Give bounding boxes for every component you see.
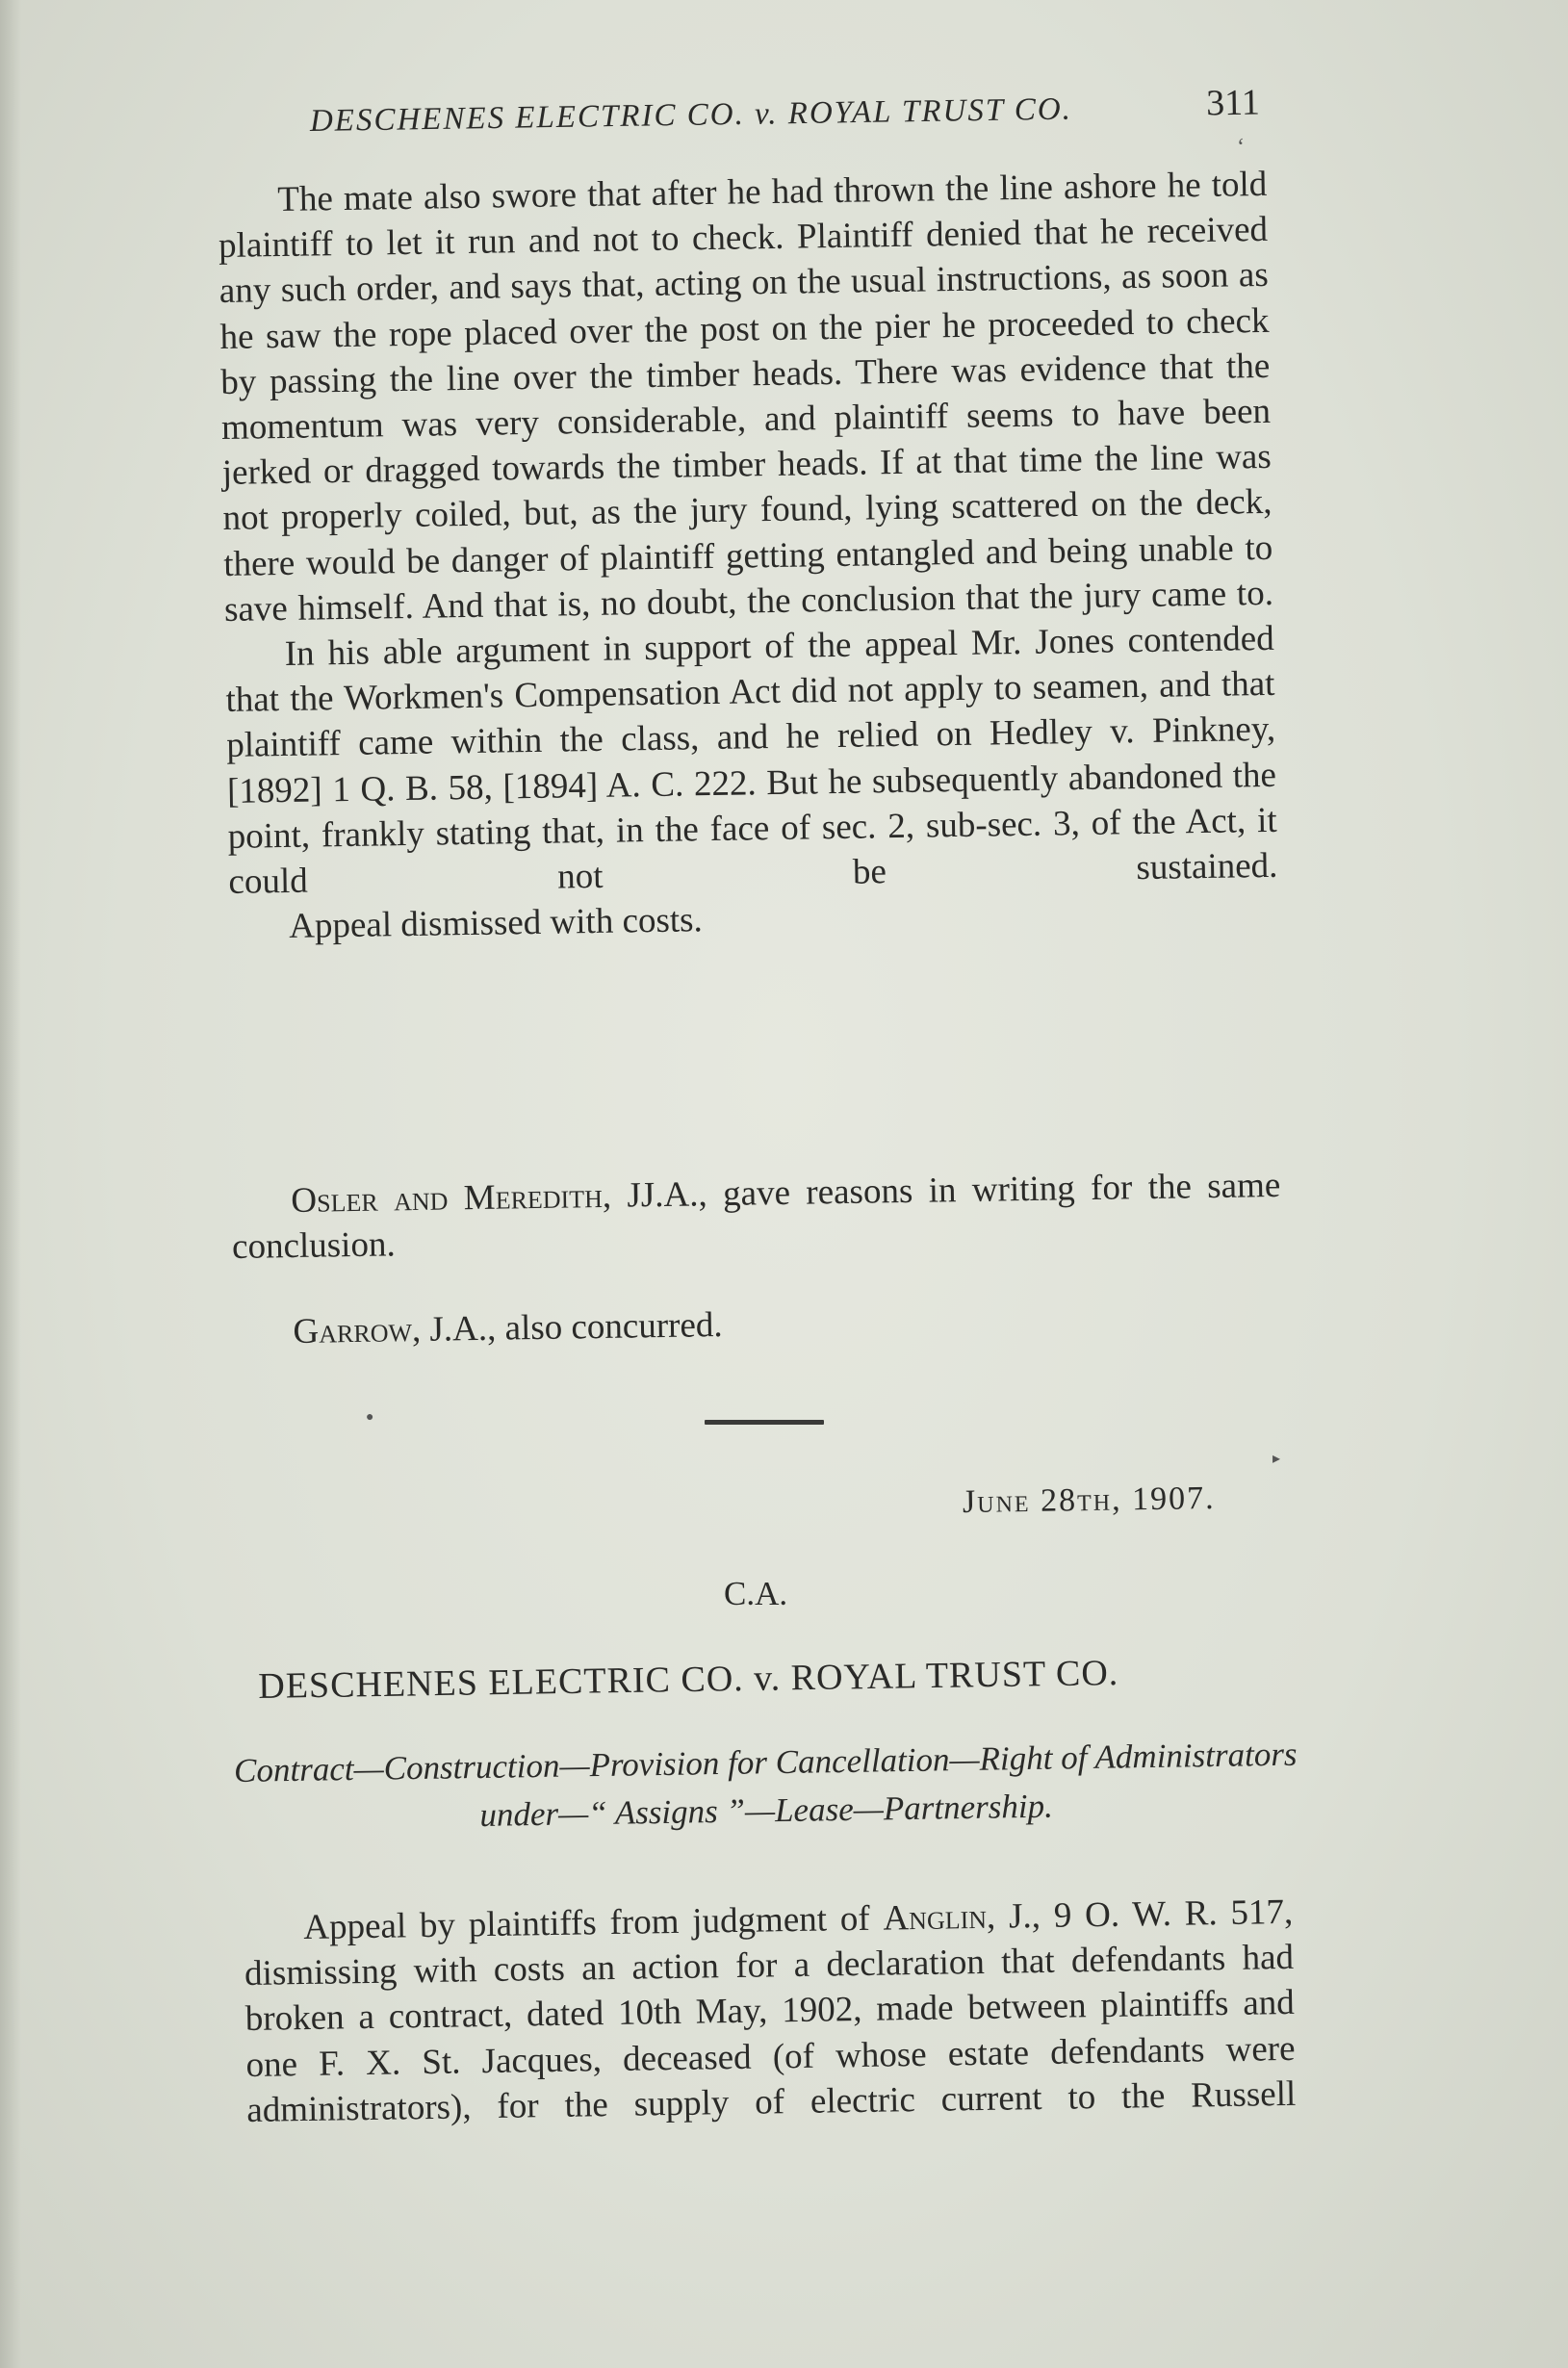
paragraph-osler-meredith	[231, 1163, 1281, 1271]
running-head-title: DESCHENES ELECTRIC CO. v. ROYAL TRUST CO.	[309, 91, 1073, 139]
paragraph-mate-testimony: The mate also swore that after he had thrown the line ashore he told plaintiff to let it run and not to check. Plaintiff denied that he received any such order, and says that, acting on the usual instructions, as soon as he saw the rope placed over the post on the pier he proceeded to check by passing the line over the timber heads. There was evidence that the momentum was very considerable, and plaintiff seems to have been jerked or dragged towards the timber heads. If at that time the line was not properly coiled, but, as the jury found, lying scattered on the deck, there would be danger of plaintiff getting entangled and being unable to save himself. And that is, no doubt, the conclusion that the jury came to.	[218, 164, 1274, 630]
opinion-text	[218, 162, 1278, 950]
paragraph-argument: In his able argument in support of the appeal Mr. Jones contended that the Workmen's Compensation Act did not apply to seamen, and that plaintiff came within the class, and he relied on Hedley v. Pinkney, [1892] 1 Q. B. 58, [1894] A. C. 222. But he subsequently abandoned the point, frankly stating that, in the face of sec. 2, sub-sec. 3, of the Act, it could not be sustained.	[225, 618, 1278, 902]
case-title: DESCHENES ELECTRIC CO. v. ROYAL TRUST CO.	[258, 1652, 1119, 1707]
page-number: 311	[1205, 82, 1261, 124]
margin-speck: ‘	[1237, 135, 1245, 160]
paragraph-appeal-intro	[244, 1890, 1297, 2133]
concurrences	[231, 1163, 1283, 1356]
running-head	[310, 81, 1273, 154]
judge-garrow: Garrow, J.A.,	[293, 1309, 497, 1352]
paragraph-disposition: Appeal dismissed with costs.	[288, 900, 704, 947]
intro-rest: 9 O. W. R. 517, dismissing with costs an action for a declaration that defendants had broken a contract, dated 10th May, 1902, made between plaintiffs and one F. X. St. Jacques, deceased (of whose estate defendants were administrators), for the supply of electric current to the Russell	[244, 1892, 1297, 2130]
margin-speck: ●	[366, 1410, 374, 1425]
section-divider-rule	[705, 1420, 824, 1425]
judge-anglin: Anglin, J.,	[883, 1895, 1041, 1939]
decision-date: June 28th, 1907.	[962, 1480, 1216, 1521]
headnote-catchwords: Contract—Construction—Provision for Cancellation—Right of Administrators under—“ Assigns ”—Lease—Partnership.	[233, 1735, 1298, 1834]
osler-meredith-text: gave reasons in writing for the same conclusion.	[231, 1165, 1281, 1268]
judges-osler-meredith: Osler and Meredith, JJ.A.,	[291, 1174, 708, 1222]
court-designation: C.A.	[724, 1575, 788, 1612]
garrow-text: also concurred.	[496, 1305, 723, 1350]
margin-speck: ▸	[1272, 1451, 1281, 1467]
intro-lead: Appeal by plaintiffs from judgment of	[303, 1898, 884, 1948]
paragraph-garrow	[233, 1294, 1283, 1355]
case-introduction	[244, 1890, 1297, 2133]
